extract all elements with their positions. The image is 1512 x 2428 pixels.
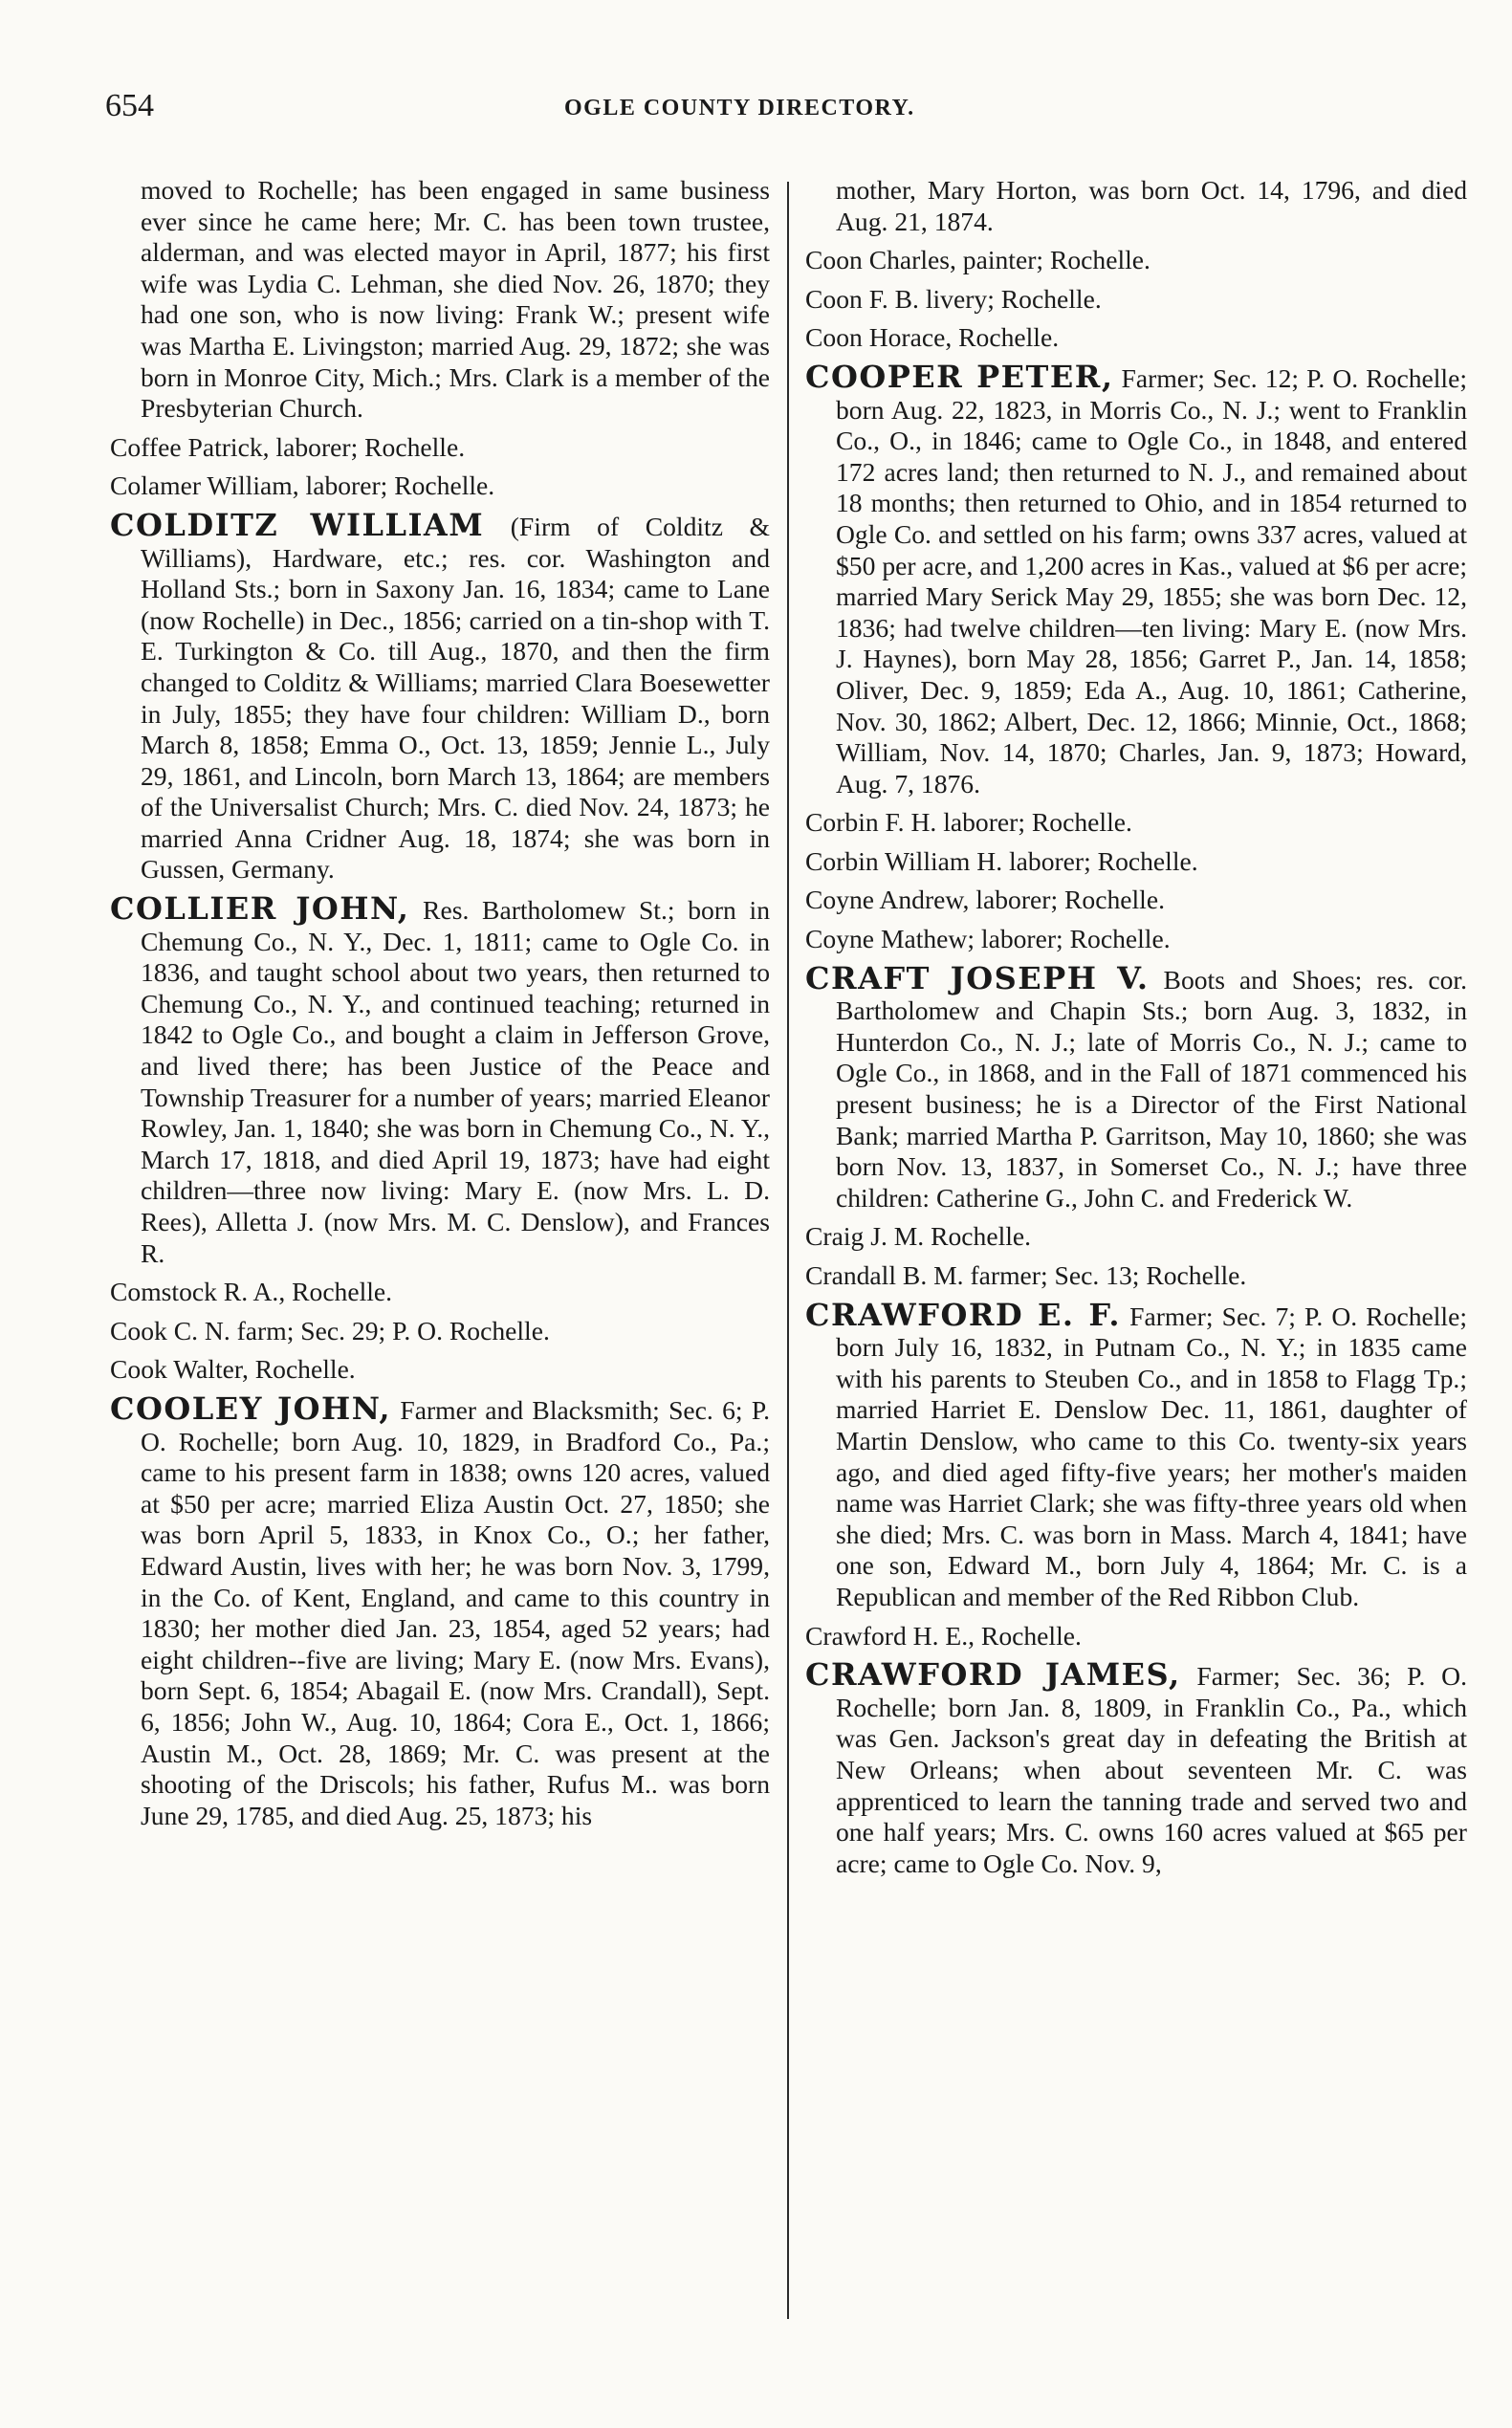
entry-text: Coon Horace, Rochelle. <box>805 322 1060 353</box>
entry-text: Corbin William H. laborer; Rochelle. <box>805 845 1198 876</box>
directory-entry <box>805 245 1467 276</box>
directory-entry-featured <box>805 1296 1467 1613</box>
running-title: OGLE COUNTY DIRECTORY. <box>564 96 915 120</box>
page-header <box>105 88 1463 136</box>
entry-text: Coon F. B. livery; Rochelle. <box>805 283 1102 314</box>
directory-entry <box>805 846 1467 878</box>
directory-entry <box>110 1277 770 1308</box>
column-divider <box>787 182 789 2319</box>
entry-name: CRAWFORD JAMES, <box>805 1656 1181 1694</box>
directory-entry <box>805 175 1467 237</box>
directory-entry <box>805 1221 1467 1253</box>
directory-entry-featured <box>110 506 770 886</box>
entry-text: Coon Charles, painter; Rochelle. <box>805 245 1150 275</box>
entry-text: (Firm of Colditz & Williams), Hardware, etc.; res. cor. Washington and Holland Sts.; born in Saxony Jan. 16, 1834; came to Lane (now Rochelle) in Dec., 1856; carried on a tin-shop with T. E. Turkington & Co. till Aug., 1870, and then the firm changed to Colditz & Williams; married Clara Boesewetter in July, 1855; they have four children: William D., born March 8, 1858; Emma O., Oct. 13, 1859; Jennie L., July 29, 1861, and Lincoln, born March 13, 1864; are members of the Universalist Church; Mrs. C. died Nov. 24, 1873; he married Anna Cridner Aug. 18, 1874; she was born in Gussen, Germany. <box>141 511 770 885</box>
directory-entry <box>805 807 1467 839</box>
left-column <box>110 175 770 1839</box>
entry-name: CRAFT JOSEPH V. <box>805 959 1150 996</box>
directory-entry <box>805 284 1467 316</box>
directory-entry-featured <box>805 358 1467 799</box>
directory-entry-featured <box>110 890 770 1269</box>
entry-text: Coyne Andrew, laborer; Rochelle. <box>805 885 1165 915</box>
directory-entry <box>110 1354 770 1386</box>
directory-entry <box>110 1316 770 1347</box>
directory-entry-featured <box>805 959 1467 1214</box>
entry-text: Crawford H. E., Rochelle. <box>805 1620 1082 1651</box>
entry-name: COOPER PETER, <box>805 358 1114 395</box>
directory-entry <box>805 924 1467 955</box>
entry-text: moved to Rochelle; has been engaged in same business ever since he came here; Mr. C. has been town trustee, alderman, and was elected mayor in April, 1877; his first wife was Lydia C. Lehman, she died Nov. 26, 1870; they had one son, who is now living: Frank W.; present wife was Martha E. Livingston; married Aug. 29, 1872; she was born in Monroe City, Mich.; Mrs. Clark is a member of the Presbyterian Church. <box>141 175 770 424</box>
entry-text: Farmer; Sec. 12; P. O. Rochelle; born Aug. 22, 1823, in Morris Co., N. J.; went to Franklin Co., O., in 1846; came to Ogle Co., in 1848, and entered 172 acres land; then returned to N. J., and remained about 18 months; then returned to Ohio, and in 1854 returned to Ogle Co. and settled on his farm; owns 337 acres, valued at $50 per acre, and 1,200 acres in Kas., valued at $6 per acre; married Mary Serick May 29, 1855; she was born Dec. 12, 1836; had twelve children—ten living: Mary E. (now Mrs. J. Haynes), born May 28, 1856; Garret P., Jan. 14, 1858; Oliver, Dec. 9, 1859; Eda A., Aug. 10, 1861; Catherine, Nov. 30, 1862; Albert, Dec. 12, 1866; Minnie, Oct., 1868; William, Nov. 14, 1870; Charles, Jan. 9, 1873; Howard, Aug. 7, 1876. <box>836 362 1467 798</box>
directory-entry <box>110 175 770 425</box>
entry-text: Crandall B. M. farmer; Sec. 13; Rochelle. <box>805 1260 1247 1290</box>
entry-text: Res. Bartholomew St.; born in Chemung Co., N. Y., Dec. 1, 1811; came to Ogle Co. in 1836, and taught school about two years, then returned to Chemung Co., N. Y., and continued teaching; returned in 1842 to Ogle Co., and bought a claim in Jefferson Grove, and lived there; has been Justice of the Peace and Township Treasurer for a number of years; married Eleanor Rowley, Jan. 1, 1840; she was born in Chemung Co., N. Y., March 17, 1818, and died April 19, 1873; have had eight children—three now living: Mary E. (now Mrs. L. D. Rees), Alletta J. (now Mrs. M. C. Denslow), and Frances R. <box>141 895 770 1268</box>
entry-text: Farmer; Sec. 7; P. O. Rochelle; born July 16, 1832, in Putnam Co., N. Y.; in 1835 came with his parents to Steuben Co., and in 1858 to Flagg Tp.; married Harriet E. Denslow Dec. 11, 1861, daughter of Martin Denslow, who came to this Co. twenty-six years ago, and died aged fifty-five years; her mother's maiden name was Harriet Clark; she was fifty-three years old when she died; Mrs. C. was born in Mass. March 4, 1841; have one son, Edward M., born July 4, 1864; Mr. C. is a Republican and member of the Red Ribbon Club. <box>836 1301 1467 1611</box>
entry-text: Farmer and Blacksmith; Sec. 6; P. O. Rochelle; born Aug. 10, 1829, in Bradford Co., Pa.; came to his present farm in 1838; owns 120 acres, valued at $50 per acre; married Eliza Austin Oct. 27, 1850; she was born April 5, 1833, in Knox Co., O.; her father, Edward Austin, lives with her; he was born Nov. 3, 1799, in the Co. of Kent, England, and came to this country in 1830; her mother died Jan. 23, 1854, aged 52 years; had eight children--five are living; Mary E. (now Mrs. Evans), born Sept. 6, 1854; Abagail E. (now Mrs. Crandall), Sept. 6, 1856; John W., Aug. 10, 1864; Cora E., Oct. 1, 1866; Austin M., Oct. 28, 1869; Mr. C. was present at the shooting of the Driscols; his father, Rufus M.. was born June 29, 1785, and died Aug. 25, 1873; his <box>141 1394 771 1830</box>
entry-text: Comstock R. A., Rochelle. <box>110 1277 393 1307</box>
entry-name: COLDITZ WILLIAM <box>110 506 485 543</box>
directory-entry <box>110 432 770 464</box>
entry-text: Cook Walter, Rochelle. <box>110 1354 356 1385</box>
entry-name: COLLIER JOHN, <box>110 890 410 928</box>
directory-entry <box>805 885 1467 916</box>
entry-text: Farmer; Sec. 36; P. O. Rochelle; born Jan. 8, 1809, in Franklin Co., Pa., which was Gen. Jackson's great day in defeating the British at New Orleans; when about seventeen Mr. C. was apprenticed to learn the tanning trade and served two and one half years; Mrs. C. owns 160 acres valued at $65 per acre; came to Ogle Co. Nov. 9, <box>836 1661 1467 1878</box>
directory-entry <box>805 1621 1467 1652</box>
entry-text: Coyne Mathew; laborer; Rochelle. <box>805 924 1171 954</box>
directory-entry-featured <box>805 1656 1467 1879</box>
entry-text: mother, Mary Horton, was born Oct. 14, 1796, and died Aug. 21, 1874. <box>836 175 1467 236</box>
entry-text: Coffee Patrick, laborer; Rochelle. <box>110 431 466 462</box>
entry-text: Cook C. N. farm; Sec. 29; P. O. Rochelle. <box>110 1315 550 1345</box>
entry-text: Colamer William, laborer; Rochelle. <box>110 470 495 501</box>
directory-entry <box>805 322 1467 354</box>
entry-name: COOLEY JOHN, <box>110 1389 392 1427</box>
directory-entry <box>805 1260 1467 1292</box>
entry-text: Craig J. M. Rochelle. <box>805 1221 1032 1252</box>
entry-name: CRAWFORD E. F. <box>805 1296 1122 1333</box>
entry-text: Corbin F. H. laborer; Rochelle. <box>805 807 1132 838</box>
right-column <box>805 175 1467 1887</box>
page-number: 654 <box>105 88 154 123</box>
entry-text: Boots and Shoes; res. cor. Bartholomew and Chapin Sts.; born Aug. 3, 1832, in Hunterdon Co., N. J.; late of Morris Co., N. J.; came to Ogle Co., in 1868, and in the Fall of 1871 commenced his present business; he is a Director of the First National Bank; married Martha P. Garritson, May 10, 1860; she was born Nov. 13, 1837, in Somerset Co., N. J.; have three children: Catherine G., John C. and Frederick W. <box>836 964 1467 1213</box>
directory-entry <box>110 470 770 502</box>
directory-entry-featured <box>110 1389 771 1831</box>
